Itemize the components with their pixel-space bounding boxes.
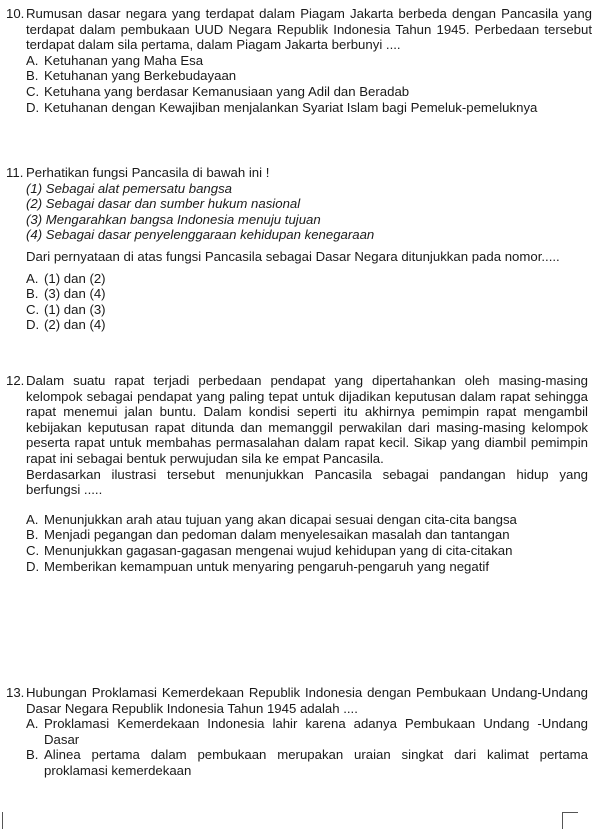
options-list bbox=[26, 716, 588, 778]
question-stem: Hubungan Proklamasi Kemerdekaan Republik Indonesia dengan Pembukaan Undang-Undang Dasar Negara Republik Indonesia Tahun 1945 adalah .... bbox=[26, 685, 588, 716]
options-list bbox=[26, 53, 588, 115]
option-a[interactable] bbox=[26, 271, 588, 287]
option-b[interactable] bbox=[26, 527, 549, 543]
option-letter: B. bbox=[26, 68, 39, 84]
question-11 bbox=[6, 165, 588, 333]
option-c[interactable] bbox=[26, 302, 588, 318]
option-d[interactable] bbox=[26, 559, 584, 575]
option-letter: D. bbox=[26, 317, 40, 333]
option-b[interactable] bbox=[26, 747, 588, 778]
question-number: 13. bbox=[6, 685, 25, 700]
option-letter: B. bbox=[26, 747, 39, 763]
option-text: Menjadi pegangan dan pedoman dalam menyelesaikan masalah dan tantangan bbox=[44, 527, 510, 543]
option-letter: A. bbox=[26, 716, 39, 732]
option-a[interactable] bbox=[26, 512, 549, 528]
option-b[interactable] bbox=[26, 286, 588, 302]
option-text: Ketuhanan yang Maha Esa bbox=[44, 52, 204, 68]
option-letter: C. bbox=[26, 301, 40, 317]
option-a[interactable] bbox=[26, 53, 588, 69]
option-letter: C. bbox=[26, 83, 40, 99]
question-number: 10. bbox=[6, 6, 25, 21]
option-c[interactable] bbox=[26, 84, 588, 100]
statements-list bbox=[26, 181, 588, 243]
statement-1: (1) Sebagai alat pemersatu bangsa bbox=[26, 180, 233, 196]
option-letter: A. bbox=[26, 270, 39, 286]
option-a[interactable] bbox=[26, 716, 588, 747]
question-stem: Rumusan dasar negara yang terdapat dalam Piagam Jakarta berbeda dengan Pancasila yang terdapat dalam pembukaan UUD Negara Republik Indonesia Tahun 1945. Perbedaan tersebut terdapat dalam sila pertama, dalam Piagam Jakarta berbunyi .... bbox=[26, 6, 592, 53]
question-12 bbox=[6, 373, 588, 574]
option-letter: C. bbox=[26, 542, 40, 558]
statement-3: (3) Mengarahkan bangsa Indonesia menuju tujuan bbox=[26, 211, 321, 227]
crop-mark-left bbox=[2, 812, 3, 829]
crop-mark-right bbox=[562, 812, 578, 829]
option-text: Menunjukkan gagasan-gagasan mengenai wujud kehidupan yang di cita-citakan bbox=[44, 542, 513, 558]
question-13 bbox=[6, 685, 588, 779]
option-text: Ketuhanan yang Berkebudayaan bbox=[44, 68, 237, 84]
statement-2: (2) Sebagai dasar dan sumber hukum nasional bbox=[26, 196, 301, 212]
option-d[interactable] bbox=[26, 100, 588, 116]
option-text: Alinea pertama dalam pembukaan merupakan uraian singkat dari kalimat pertama proklamasi kemerdekaan bbox=[44, 747, 588, 778]
option-letter: A. bbox=[26, 52, 39, 68]
option-text: Memberikan kemampuan untuk menyaring pengaruh-pengaruh yang negatif bbox=[44, 558, 489, 574]
question-stem: Perhatikan fungsi Pancasila di bawah ini ! bbox=[26, 165, 270, 180]
option-b[interactable] bbox=[26, 68, 588, 84]
statement-4: (4) Sebagai dasar penyelenggaraan kehidupan kenegaraan bbox=[26, 227, 375, 243]
option-text: (1) dan (2) bbox=[44, 270, 106, 286]
option-text: (1) dan (3) bbox=[44, 301, 106, 317]
option-c[interactable] bbox=[26, 543, 549, 559]
option-letter: D. bbox=[26, 99, 40, 115]
question-stem: Dalam suatu rapat terjadi perbedaan pendapat yang dipertahankan oleh masing-masing kelompok sebagai pendapat yang paling tepat untuk dijadikan keputusan dalam rapat sehingga rapat menemui jalan buntu. Dalam kondisi seperti itu akhirnya pemimpin rapat mengambil kebijakan keputusan rapat ditunda dan memanggil perwakilan dari masing-masing kelompok peserta rapat untuk membahas permasalahan dalam rapat kecil. Sikap yang diambil pemimpin rapat ini sebagai bentuk perwujudan sila ke empat Pancasila. bbox=[26, 373, 588, 466]
options-list bbox=[26, 271, 588, 333]
option-letter: A. bbox=[26, 511, 39, 527]
question-number: 12. bbox=[6, 373, 25, 388]
option-text: Ketuhanan dengan Kewajiban menjalankan Syariat Islam bagi Pemeluk-pemeluknya bbox=[44, 99, 538, 115]
option-text: (3) dan (4) bbox=[44, 286, 106, 302]
question-prompt: Berdasarkan ilustrasi tersebut menunjukkan Pancasila sebagai pandangan hidup yang berfungsi ..... bbox=[26, 466, 588, 498]
option-text: Proklamasi Kemerdekaan Indonesia lahir karena adanya Pembukaan Undang -Undang Dasar bbox=[44, 716, 588, 747]
option-d[interactable] bbox=[26, 317, 588, 333]
option-letter: D. bbox=[26, 558, 40, 574]
question-10 bbox=[6, 6, 592, 115]
option-text: Ketuhana yang berdasar Kemanusiaan yang Adil dan Beradab bbox=[44, 83, 410, 99]
options-list bbox=[26, 512, 588, 574]
question-number: 11. bbox=[6, 165, 24, 180]
option-text: (2) dan (4) bbox=[44, 317, 106, 333]
option-letter: B. bbox=[26, 527, 39, 543]
question-prompt: Dari pernyataan di atas fungsi Pancasila sebagai Dasar Negara ditunjukkan pada nomor..... bbox=[26, 248, 560, 264]
option-text: Menunjukkan arah atau tujuan yang akan dicapai sesuai dengan cita-cita bangsa bbox=[44, 511, 517, 527]
option-letter: B. bbox=[26, 286, 39, 302]
